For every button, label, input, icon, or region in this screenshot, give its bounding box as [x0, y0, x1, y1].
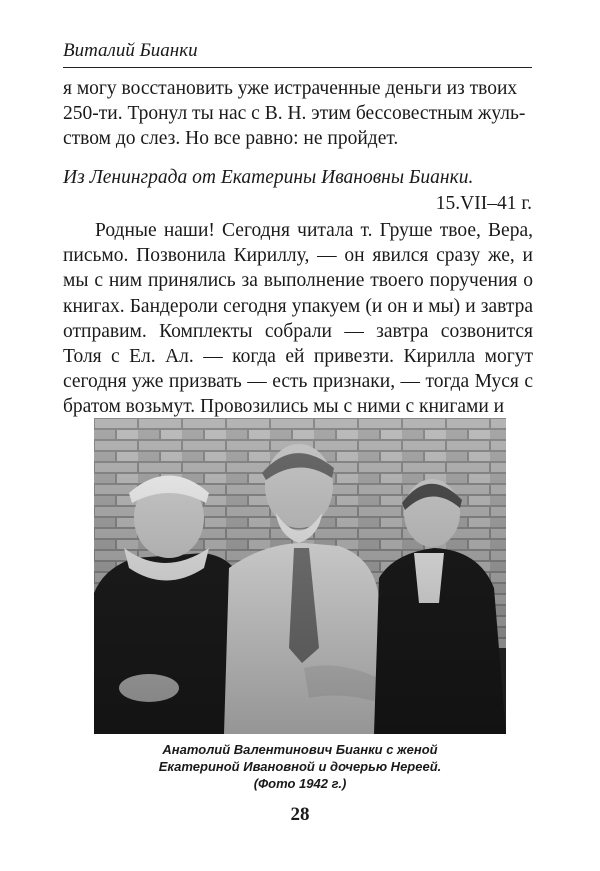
paragraph-2: Родные наши! Сегодня читала т. Груше твое, Вера, письмо. Позвонила Кириллу, — он явился сразу же, и мы с ним принялись за выполнение твоего поручения о книгах. Бандероли сегодня упакуем (и он и мы) и завтра отправим. Комплекты собрали — завтра созвонится Толя с Ел. Ал. — когда ей привезти. Кирилла могут сегодня уже призвать — есть признаки, — тогда Муся с братом возьмут. Провозились мы с ними с книгами и [63, 220, 533, 418]
paragraph-1-line: 250-ти. Тронул ты нас с В. Н. этим бессовестным жуль- [63, 103, 526, 125]
photo-caption [94, 741, 506, 792]
family-photo-illustration [94, 418, 506, 734]
family-photo [94, 418, 506, 734]
paragraph-1-line: ством до слез. Но все равно: не пройдет. [63, 128, 399, 150]
caption-line: Анатолий Валентинович Бианки с женой [162, 742, 438, 757]
letter-date: 15.VII–41 г. [435, 193, 532, 214]
paragraph-1-line: я могу восстановить уже истраченные деньги из твоих [63, 78, 518, 99]
paragraph-1 [63, 76, 533, 152]
caption-line: (Фото 1942 г.) [253, 776, 347, 791]
letter-heading: Из Ленинграда от Екатерины Ивановны Бианки. [63, 167, 474, 188]
caption-line: Екатериной Ивановной и дочерью Нереей. [158, 759, 442, 774]
running-head: Виталий Бианки [63, 40, 198, 61]
header-rule [63, 67, 532, 68]
page-number: 28 [290, 804, 310, 825]
